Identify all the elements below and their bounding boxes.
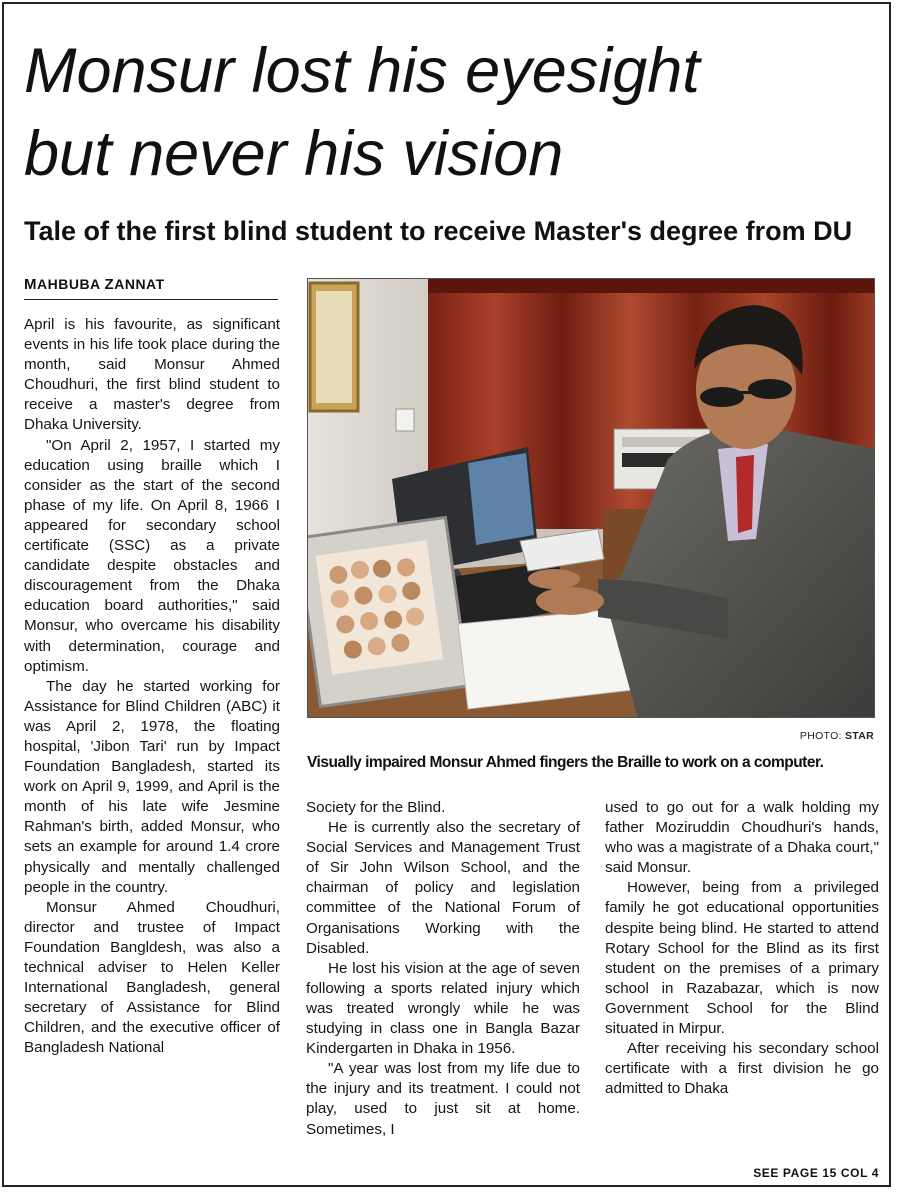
paragraph: He lost his vision at the age of seven following a sports related injury which was treated wrongly while he was studying in class one in Bangla Bazar Kindergarten in Dhaka in 1956.	[306, 959, 580, 1058]
paragraph: After receiving his secondary school certificate with a first division he go admitted to Dhaka	[605, 1040, 879, 1098]
paragraph: He is currently also the secretary of Social Services and Management Trust of Sir John Wilson School, and the chairman of policy and legislation committee of the National Forum of Organisations Working with the Disabled.	[306, 819, 580, 957]
paragraph: Monsur Ahmed Choudhuri, director and trustee of Impact Foundation Bangldesh, was also a technical adviser to Helen Keller International Bangladesh, general secretary of Assistance for Blind Children, and the executive officer of Bangladesh National	[24, 898, 280, 1057]
photo-caption: Visually impaired Monsur Ahmed fingers the Braille to work on a computer.	[307, 754, 824, 771]
news-photo	[307, 278, 875, 718]
subheadline: Tale of the first blind student to receive Master's degree from DU	[24, 216, 853, 246]
paragraph: April is his favourite, as significant events in his life took place during the month, said Monsur Ahmed Choudhuri, the first blind student to receive a master's degree from Dhaka University.	[24, 316, 280, 434]
article-column-2	[306, 798, 580, 1140]
byline: MAHBUBA ZANNAT	[24, 276, 278, 300]
paragraph: "A year was lost from my life due to the injury and its treatment. I could not play, used to just sit at home. Sometimes, I	[306, 1060, 580, 1138]
article-column-3	[605, 798, 879, 1099]
paragraph: "On April 2, 1957, I started my education using braille which I consider as the start of the second phase of my life. On April 8, 1966 I appeared for secondary school certificate (SSC) as a private candidate despite obstacles and discouragement from the Dhaka education board authorities," said Monsur, who overcame his disability with determination, courage and optimism.	[24, 436, 280, 675]
article-column-1	[24, 315, 280, 1058]
photo-illustration	[308, 279, 875, 718]
paragraph: However, being from a privileged family he got educational opportunities despite being blind. He started to attend Rotary School for the Blind as its first student on the premises of a primary school in Razabazar, which is now Government School for the Blind situated in Mirpur.	[605, 879, 879, 1038]
paragraph: The day he started working for Assistance for Blind Children (ABC) it was April 2, 1978, the floating hospital, 'Jibon Tari' run by Impact Foundation Bangladesh, started its work on April 9, 1999, and April is the month of his late wife Jesmine Rahman's birth, added Monsur, who sets an example for around 1.4 crore physically and mentally challenged people in the country.	[24, 677, 280, 896]
headline	[24, 30, 884, 196]
photo-credit: PHOTO: STAR	[799, 730, 874, 742]
headline-line-1: Monsur lost his eyesight	[24, 36, 700, 106]
headline-line-2: but never his vision	[24, 119, 564, 189]
paragraph: used to go out for a walk holding my father Moziruddin Choudhuri's hands, who was a magistrate of a Dhaka court," said Monsur.	[605, 799, 879, 877]
newspaper-clipping	[2, 2, 891, 1187]
paragraph: Society for the Blind.	[306, 799, 446, 816]
continued-jump-line: SEE PAGE 15 COL 4	[753, 1166, 879, 1180]
